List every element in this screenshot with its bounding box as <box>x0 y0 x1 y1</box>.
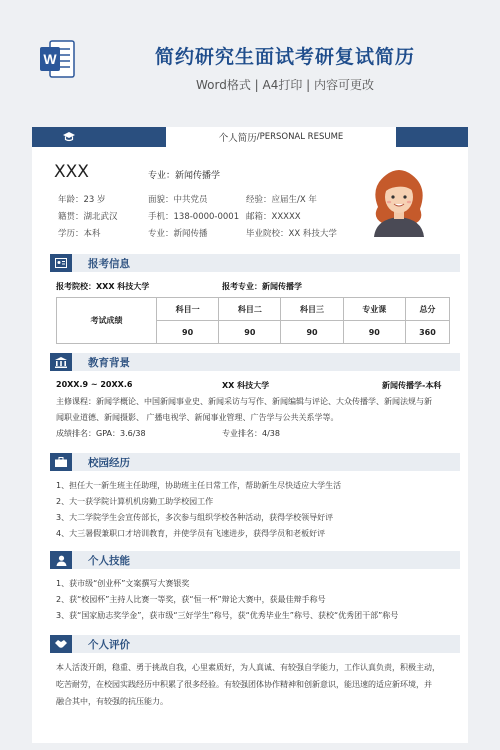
scores-col-4: 专业课 <box>343 298 405 321</box>
score-3: 90 <box>281 321 343 344</box>
education-major: 新闻传播学-本科 <box>382 381 442 390</box>
score-total: 360 <box>405 321 449 344</box>
resume-banner-title <box>166 127 396 147</box>
scores-col-2: 科目二 <box>219 298 281 321</box>
section-skills-title: 个人技能 <box>88 555 130 567</box>
section-evaluation-title: 个人评价 <box>88 639 130 651</box>
section-skills-header <box>50 551 460 569</box>
evaluation-line: 本人活泼开朗，稳重、勇于挑战自我，心里素质好，为人真诚、有较强自学能力，工作认真负责，积极主动， <box>56 663 440 672</box>
info-email: 邮箱：XXXXX <box>246 212 301 222</box>
education-period: 20XX.9 ~ 20XX.6 <box>56 380 133 389</box>
list-item: 1、获市级“创业杯”文案撰写大赛银奖 <box>56 579 190 588</box>
info-age: 年龄：23 岁 <box>58 195 106 205</box>
score-2: 90 <box>219 321 281 344</box>
education-school: XX 科技大学 <box>222 381 270 390</box>
info-phone: 手机：138-0000-0001 <box>148 212 240 222</box>
section-education-title: 教育背景 <box>88 357 130 369</box>
education-rank: 专业排名：4/38 <box>222 429 280 438</box>
user-icon <box>50 551 72 569</box>
section-education-header <box>50 353 460 371</box>
handshake-icon <box>50 635 72 653</box>
bank-icon <box>50 353 72 371</box>
word-logo-letter: W <box>43 51 57 67</box>
section-campus-title: 校园经历 <box>88 457 130 469</box>
section-evaluation-header <box>50 635 460 653</box>
list-item: 3、大二学院学生会宣传部长，多次参与组织学校各种活动，获得学校领导好评 <box>56 513 334 522</box>
exam-major: 报考专业：新闻传播学 <box>222 282 302 291</box>
scores-col-3: 科目三 <box>281 298 343 321</box>
resume-banner-en: /PERSONAL RESUME <box>256 132 344 142</box>
document-subtitle: Word格式 | A4打印 | 内容可更改 <box>195 78 375 92</box>
score-1: 90 <box>157 321 219 344</box>
evaluation-line: 吃苦耐劳，在校园实践经历中积累了很多经验。有较强团体协作精神和创新意识，能迅速的适应新环境，并 <box>56 680 432 689</box>
section-campus-header <box>50 453 460 471</box>
info-degree: 学历：本科 <box>58 229 101 239</box>
education-gpa: 成绩排名：GPA：3.6/38 <box>56 429 146 438</box>
id-card-icon <box>50 254 72 272</box>
section-exam-title: 报考信息 <box>88 258 130 270</box>
exam-school: 报考院校：XXX 科技大学 <box>56 282 150 291</box>
info-experience: 经验：应届生/X 年 <box>246 195 317 205</box>
resume-banner-cn: 个人简历 <box>218 133 257 144</box>
info-school: 毕业院校：XX 科技大学 <box>246 229 337 239</box>
list-item: 2、获“校园杯”主持人比赛一等奖，获“恒一杯”辩论大赛中，获最佳辩手称号 <box>56 595 326 604</box>
resume-sheet <box>32 127 468 743</box>
resume-banner <box>32 127 468 147</box>
briefcase-icon <box>50 453 72 471</box>
candidate-major: 专业：新闻传播学 <box>148 171 221 181</box>
scores-row-label: 考试成绩 <box>57 298 157 344</box>
education-courses-line2: 闻职业道德、新闻摄影、 广播电视学、新闻事业管理、广告学与公共关系学等。 <box>56 413 339 422</box>
info-political: 面貌：中共党员 <box>148 195 208 205</box>
table-row <box>57 298 450 321</box>
education-courses-line1: 主修课程：新闻学概论、中国新闻事业史、新闻采访与写作、新闻编辑与评论、大众传播学、新闻法规与新 <box>56 397 432 406</box>
candidate-name: XXX <box>54 162 89 182</box>
avatar <box>366 167 432 237</box>
info-major: 专业：新闻传播 <box>148 229 208 239</box>
document-header <box>0 0 500 118</box>
scores-col-1: 科目一 <box>157 298 219 321</box>
info-hometown: 籍贯：湖北武汉 <box>58 212 118 222</box>
list-item: 1、担任大一新生班主任助理，协助班主任日常工作，帮助新生尽快适应大学生活 <box>56 481 342 490</box>
document-title: 简约研究生面试考研复试简历 <box>154 46 415 68</box>
scores-table <box>56 297 450 344</box>
list-item: 3、获“国家励志奖学金”，获市级“三好学生”称号，获“优秀毕业生”称号、获校“优秀团干部”称号 <box>56 611 399 620</box>
evaluation-line: 融合其中，有较强的抗压能力。 <box>56 697 168 706</box>
word-logo-icon <box>40 39 76 79</box>
score-4: 90 <box>343 321 405 344</box>
scores-col-5: 总分 <box>405 298 449 321</box>
list-item: 2、大一获学院计算机机房勤工助学校园工作 <box>56 497 214 506</box>
graduation-cap-icon <box>62 130 76 144</box>
section-exam-header <box>50 254 460 272</box>
list-item: 4、大三暑假兼职口才培训教育，并使学员有飞速进步，获得学员和老板好评 <box>56 529 326 538</box>
